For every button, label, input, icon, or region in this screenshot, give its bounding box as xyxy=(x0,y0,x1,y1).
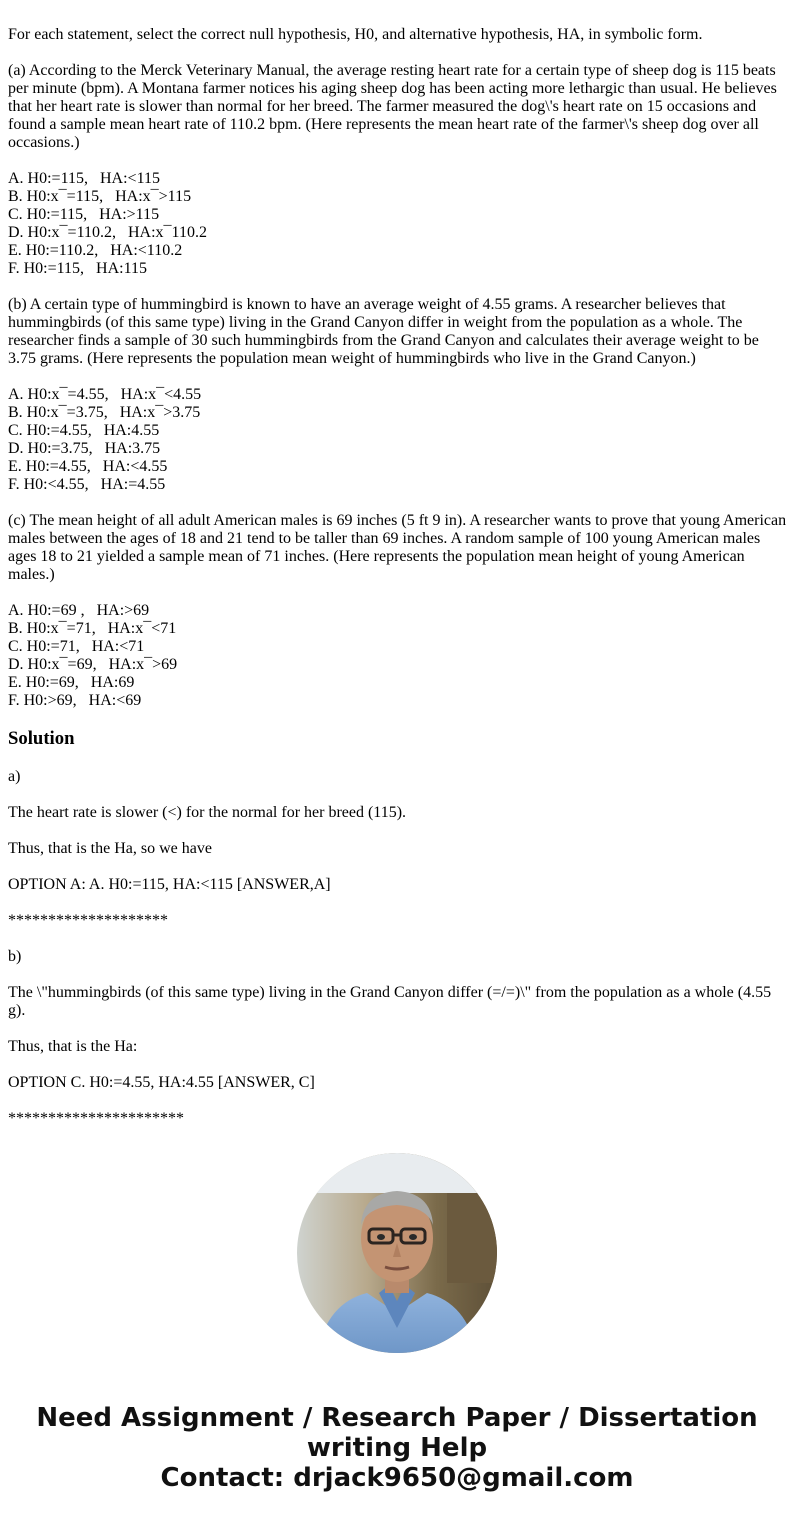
footer-line-1: Need Assignment / Research Paper / Dissertation xyxy=(36,1403,758,1433)
option-item: C. H0:=71, HA:<71 xyxy=(8,638,145,655)
option-item: B. H0:x¯=115, HA:x¯>115 xyxy=(8,188,192,205)
option-item: D. H0:=3.75, HA:3.75 xyxy=(8,440,161,457)
option-item: C. H0:=4.55, HA:4.55 xyxy=(8,422,160,439)
option-item: A. H0:=115, HA:<115 xyxy=(8,170,160,187)
part-a-options xyxy=(8,170,788,278)
portrait-image xyxy=(297,1153,497,1353)
separator-line: ******************** xyxy=(8,912,168,929)
solution-line: The heart rate is slower (<) for the normal for her breed (115). xyxy=(8,804,407,821)
option-item: D. H0:x¯=69, HA:x¯>69 xyxy=(8,656,178,673)
option-item: A. H0:=69 , HA:>69 xyxy=(8,602,150,619)
question-intro: For each statement, select the correct null hypothesis, H0, and alternative hypothesis, HA, in symbolic form. xyxy=(8,26,703,43)
solution-line: OPTION A: A. H0:=115, HA:<115 [ANSWER,A] xyxy=(8,876,331,893)
option-item: E. H0:=69, HA:69 xyxy=(8,674,135,691)
solution-line: The \"hummingbirds (of this same type) living in the Grand Canyon differ (=/=)\" from the population as a whole (4.55 g). xyxy=(8,984,772,1019)
separator-line: ********************** xyxy=(8,1110,184,1127)
part-c-text: (c) The mean height of all adult American males is 69 inches (5 ft 9 in). A researcher wants to prove that young American males between the ages of 18 and 21 tend to be taller than 69 inches. A random sample of 100 young American males ages 18 to 21 yielded a sample mean of 71 inches. (Here represents the population mean height of young American males.) xyxy=(8,512,787,583)
option-item: D. H0:x¯=110.2, HA:x¯110.2 xyxy=(8,224,207,241)
document-body xyxy=(8,26,788,1146)
part-c-options xyxy=(8,602,788,710)
solution-line: Thus, that is the Ha: xyxy=(8,1038,138,1055)
solution-line: b) xyxy=(8,948,22,965)
part-b-text: (b) A certain type of hummingbird is known to have an average weight of 4.55 grams. A researcher believes that hummingbirds (of this same type) living in the Grand Canyon differ in weight from the population as a whole. The researcher finds a sample of 30 such hummingbirds from the Grand Canyon and calculates their average weight to be 3.75 grams. (Here represents the population mean weight of hummingbirds who live in the Grand Canyon.) xyxy=(8,296,759,367)
solution-heading: Solution xyxy=(8,728,75,749)
solution-line: Thus, that is the Ha, so we have xyxy=(8,840,212,857)
option-item: F. H0:>69, HA:<69 xyxy=(8,692,142,709)
option-item: B. H0:x¯=71, HA:x¯<71 xyxy=(8,620,177,637)
part-b-options xyxy=(8,386,788,494)
option-item: C. H0:=115, HA:>115 xyxy=(8,206,160,223)
footer-line-2: writing Help xyxy=(306,1433,488,1463)
part-a-text: (a) According to the Merck Veterinary Manual, the average resting heart rate for a certain type of sheep dog is 115 beats per minute (bpm). A Montana farmer notices his aging sheep dog has been acting more lethargic than usual. He believes that her heart rate is slower than normal for her breed. The farmer measured the dog\'s heart rate on 15 occasions and found a sample mean heart rate of 110.2 bpm. (Here represents the mean heart rate of the farmer\'s sheep dog over all occasions.) xyxy=(8,62,777,151)
solution-line: OPTION C. H0:=4.55, HA:4.55 [ANSWER, C] xyxy=(8,1074,315,1091)
footer-contact: Contact: drjack9650@gmail.com xyxy=(160,1463,634,1493)
author-photo xyxy=(297,1153,497,1353)
option-item: E. H0:=4.55, HA:<4.55 xyxy=(8,458,168,475)
option-item: F. H0:=115, HA:115 xyxy=(8,260,148,277)
option-item: F. H0:<4.55, HA:=4.55 xyxy=(8,476,166,493)
solution-line: a) xyxy=(8,768,21,785)
option-item: A. H0:x¯=4.55, HA:x¯<4.55 xyxy=(8,386,202,403)
option-item: E. H0:=110.2, HA:<110.2 xyxy=(8,242,183,259)
option-item: B. H0:x¯=3.75, HA:x¯>3.75 xyxy=(8,404,201,421)
footer-banner xyxy=(0,1403,794,1493)
